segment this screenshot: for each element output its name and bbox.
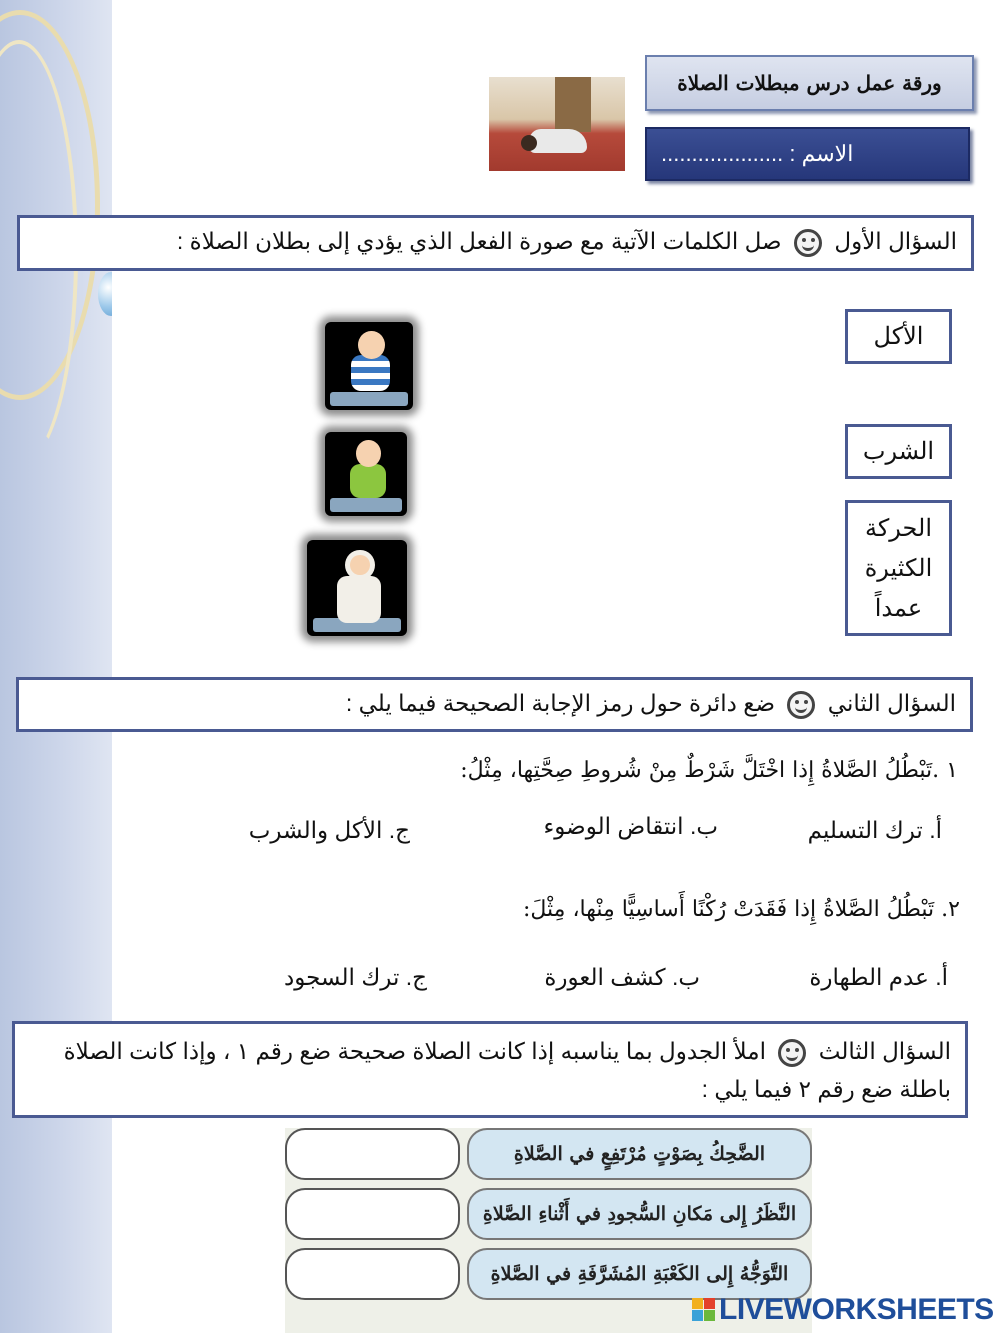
match-word-drinking[interactable] — [845, 424, 952, 479]
worksheet-title-text: ورقة عمل درس مبطلات الصلاة — [677, 71, 942, 95]
option-b[interactable]: ب. كشف العورة — [544, 964, 700, 990]
table-cell-text — [467, 1188, 812, 1240]
image-child-moving[interactable] — [325, 322, 413, 410]
smiley-icon — [778, 1039, 806, 1067]
image-child-eating[interactable] — [325, 432, 407, 516]
question-3-text: املأ الجدول بما يناسبه إذا كانت الصلاة صحيحة ضع رقم ١ ، وإذا كانت الصلاة باطلة ضع رقم ٢ فيما يلي : — [63, 1038, 951, 1102]
option-a[interactable]: أ. ترك التسليم — [807, 817, 942, 843]
match-word-label: الحركة الكثيرة عمداً — [864, 515, 933, 622]
option-a[interactable]: أ. عدم الطهارة — [809, 964, 948, 990]
liveworksheets-watermark — [692, 1292, 994, 1328]
question-2-label: السؤال الثاني — [827, 690, 956, 716]
decorative-drop — [98, 272, 112, 316]
table-row — [285, 1128, 812, 1180]
answer-input[interactable] — [285, 1128, 460, 1180]
question-1-label: السؤال الأول — [834, 228, 957, 254]
match-word-label: الشرب — [862, 438, 935, 465]
question-2-item-1: ١ .تَبْطُلُ الصَّلاةُ إِذا اخْتَلَّ شَرْطٌ مِنْ شُروطِ صِحَّتِها، مِثْلُ: — [460, 758, 958, 783]
watermark-text: LIVEWORKSHEETS — [719, 1293, 994, 1326]
table-cell-text — [467, 1128, 812, 1180]
option-b[interactable]: ب. انتقاض الوضوء — [543, 813, 718, 839]
question-2-item-2: ٢. تَبْطُلُ الصَّلاةُ إِذا فَقَدَتْ رُكْنًا أَساسِيًّا مِنْها، مِثْلَ: — [522, 897, 960, 922]
row-text: التَّوَجُّهُ إِلى الكَعْبَةِ المُشَرَّفَةِ في الصَّلاةِ — [490, 1263, 789, 1285]
name-label: الاسم : .................... — [661, 141, 854, 166]
option-c[interactable]: ج. الأكل والشرب — [248, 817, 410, 843]
smiley-icon — [787, 691, 815, 719]
answer-input[interactable] — [285, 1248, 460, 1300]
question-3-label: السؤال الثالث — [818, 1038, 951, 1064]
decorative-sidebar — [0, 0, 112, 1333]
worksheet-title — [645, 55, 974, 111]
row-text: النَّظَرُ إِلى مَكانِ السُّجودِ في أَثْناءِ الصَّلاةِ — [482, 1203, 797, 1225]
answer-input[interactable] — [285, 1188, 460, 1240]
question-2-header — [16, 677, 973, 732]
table-row — [285, 1188, 812, 1240]
question-1-header — [17, 215, 974, 271]
image-girl-drinking[interactable] — [307, 540, 407, 636]
question-1-text: صل الكلمات الآتية مع صورة الفعل الذي يؤدي إلى بطلان الصلاة : — [176, 228, 782, 254]
name-field[interactable] — [645, 127, 970, 181]
smiley-icon — [794, 229, 822, 257]
option-c[interactable]: ج. ترك السجود — [284, 964, 427, 990]
question-3-header — [12, 1021, 968, 1118]
row-text: الضَّحِكُ بِصَوْتٍ مُرْتَفِعٍ في الصَّلاةِ — [513, 1143, 766, 1165]
match-word-movement[interactable] — [845, 500, 952, 636]
prayer-photo — [489, 77, 625, 171]
liveworksheets-logo-icon — [692, 1298, 716, 1322]
match-word-eating[interactable] — [845, 309, 952, 364]
question-2-text: ضع دائرة حول رمز الإجابة الصحيحة فيما يلي : — [345, 690, 775, 716]
match-word-label: الأكل — [873, 323, 924, 350]
